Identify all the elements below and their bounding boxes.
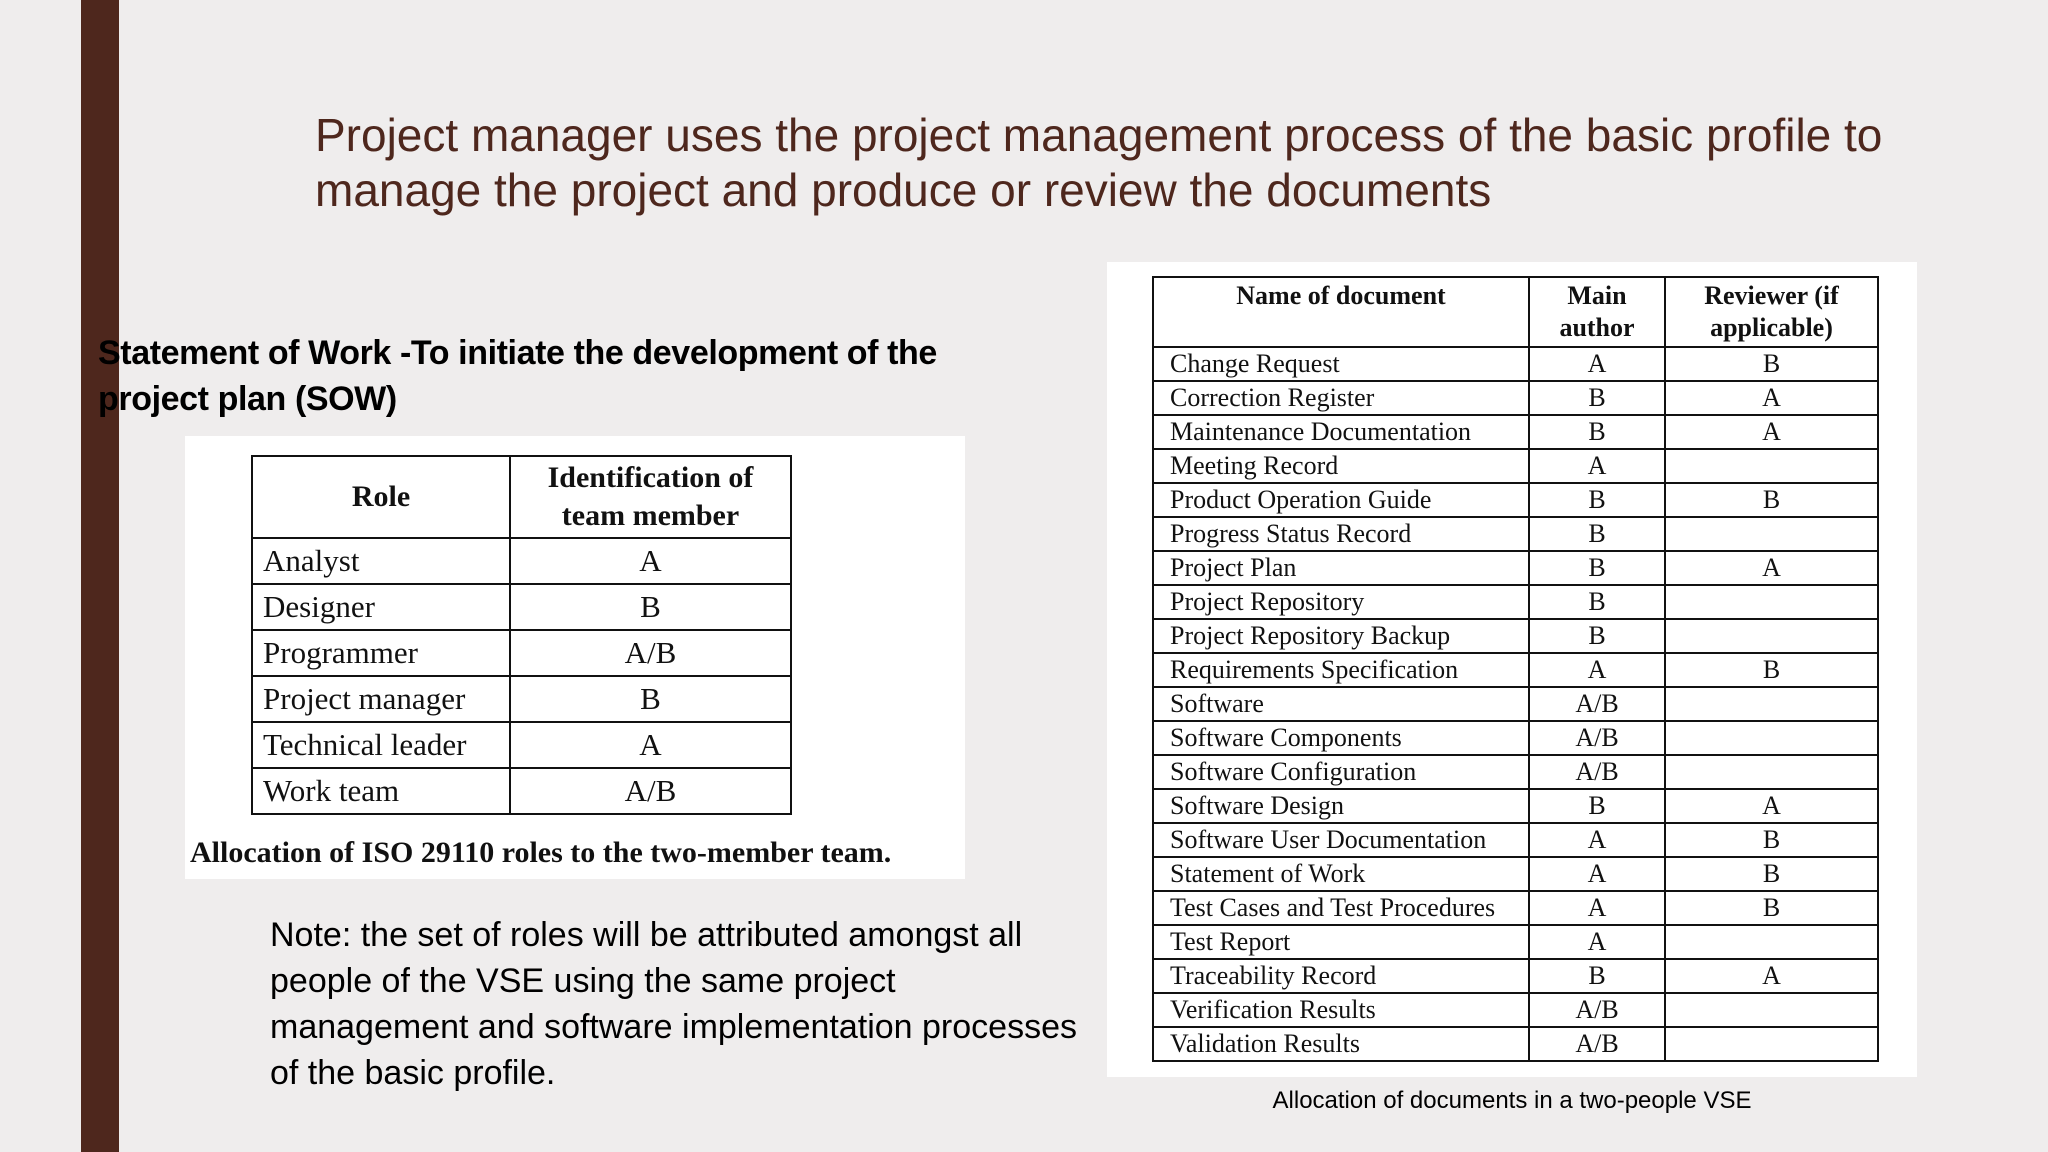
document-name-cell: Product Operation Guide — [1153, 483, 1529, 517]
main-author-cell: A — [1529, 823, 1665, 857]
document-row — [1153, 347, 1878, 381]
main-author-cell: A — [1529, 347, 1665, 381]
member-cell: B — [510, 676, 791, 722]
document-name-cell: Statement of Work — [1153, 857, 1529, 891]
document-name-cell: Change Request — [1153, 347, 1529, 381]
document-row — [1153, 925, 1878, 959]
document-row — [1153, 551, 1878, 585]
main-author-cell: B — [1529, 483, 1665, 517]
document-row — [1153, 755, 1878, 789]
document-row — [1153, 789, 1878, 823]
member-cell: B — [510, 584, 791, 630]
roles-table — [251, 455, 792, 815]
document-name-cell: Project Plan — [1153, 551, 1529, 585]
reviewer-cell — [1665, 993, 1878, 1027]
member-cell: A — [510, 722, 791, 768]
document-name-cell: Validation Results — [1153, 1027, 1529, 1061]
sow-heading: Statement of Work -To initiate the development of the project plan (SOW) — [98, 334, 937, 418]
document-row — [1153, 619, 1878, 653]
reviewer-cell: B — [1665, 857, 1878, 891]
document-row — [1153, 1027, 1878, 1061]
document-row — [1153, 381, 1878, 415]
document-name-cell: Test Report — [1153, 925, 1529, 959]
main-author-cell: B — [1529, 959, 1665, 993]
roles-row — [252, 584, 791, 630]
document-row — [1153, 891, 1878, 925]
main-author-cell: A/B — [1529, 721, 1665, 755]
reviewer-cell — [1665, 619, 1878, 653]
documents-header-main-author: Main author — [1529, 277, 1665, 347]
document-row — [1153, 449, 1878, 483]
document-name-cell: Software Components — [1153, 721, 1529, 755]
reviewer-cell — [1665, 925, 1878, 959]
reviewer-cell: A — [1665, 789, 1878, 823]
member-cell: A — [510, 538, 791, 584]
roles-row — [252, 538, 791, 584]
role-cell: Work team — [252, 768, 510, 814]
reviewer-cell: A — [1665, 959, 1878, 993]
document-name-cell: Requirements Specification — [1153, 653, 1529, 687]
reviewer-cell — [1665, 755, 1878, 789]
document-row — [1153, 993, 1878, 1027]
document-name-cell: Progress Status Record — [1153, 517, 1529, 551]
main-author-cell: A — [1529, 925, 1665, 959]
documents-body — [1153, 347, 1878, 1061]
document-name-cell: Software Design — [1153, 789, 1529, 823]
document-name-cell: Software User Documentation — [1153, 823, 1529, 857]
reviewer-cell — [1665, 585, 1878, 619]
roles-row — [252, 630, 791, 676]
documents-header-name: Name of document — [1153, 277, 1529, 347]
reviewer-cell: B — [1665, 483, 1878, 517]
reviewer-cell: A — [1665, 381, 1878, 415]
documents-table — [1152, 276, 1879, 1062]
document-row — [1153, 721, 1878, 755]
main-author-cell: A/B — [1529, 1027, 1665, 1061]
role-cell: Analyst — [252, 538, 510, 584]
main-author-cell: B — [1529, 381, 1665, 415]
document-row — [1153, 687, 1878, 721]
documents-header-row — [1153, 277, 1878, 347]
document-name-cell: Traceability Record — [1153, 959, 1529, 993]
main-author-cell: B — [1529, 551, 1665, 585]
role-cell: Designer — [252, 584, 510, 630]
reviewer-cell: A — [1665, 551, 1878, 585]
main-author-cell: B — [1529, 415, 1665, 449]
main-author-cell: A/B — [1529, 687, 1665, 721]
main-author-cell: A — [1529, 857, 1665, 891]
document-name-cell: Software — [1153, 687, 1529, 721]
reviewer-cell — [1665, 449, 1878, 483]
document-row — [1153, 517, 1878, 551]
main-author-cell: B — [1529, 517, 1665, 551]
member-cell: A/B — [510, 630, 791, 676]
document-row — [1153, 857, 1878, 891]
roles-row — [252, 768, 791, 814]
roles-body — [252, 538, 791, 814]
documents-caption: Allocation of documents in a two-people VSE — [1272, 1087, 1752, 1114]
documents-figure — [1107, 262, 1917, 1077]
reviewer-cell: B — [1665, 891, 1878, 925]
main-author-cell: A — [1529, 449, 1665, 483]
document-row — [1153, 415, 1878, 449]
roles-row — [252, 676, 791, 722]
document-name-cell: Maintenance Documentation — [1153, 415, 1529, 449]
roles-figure — [185, 436, 965, 879]
document-name-cell: Project Repository — [1153, 585, 1529, 619]
main-author-cell: B — [1529, 585, 1665, 619]
document-name-cell: Software Configuration — [1153, 755, 1529, 789]
accent-bar — [81, 0, 119, 1152]
document-row — [1153, 653, 1878, 687]
document-name-cell: Project Repository Backup — [1153, 619, 1529, 653]
document-row — [1153, 483, 1878, 517]
reviewer-cell: B — [1665, 823, 1878, 857]
document-name-cell: Test Cases and Test Procedures — [1153, 891, 1529, 925]
document-row — [1153, 959, 1878, 993]
roles-row — [252, 722, 791, 768]
role-cell: Project manager — [252, 676, 510, 722]
reviewer-cell — [1665, 687, 1878, 721]
role-cell: Technical leader — [252, 722, 510, 768]
document-row — [1153, 823, 1878, 857]
roles-header-row — [252, 456, 791, 538]
roles-note: Note: the set of roles will be attributed amongst all people of the VSE using the same project management and software implementation processes of the basic profile. — [270, 916, 1077, 1092]
document-name-cell: Correction Register — [1153, 381, 1529, 415]
member-cell: A/B — [510, 768, 791, 814]
slide-title: Project manager uses the project management process of the basic profile to manage the project and produce or review the documents — [315, 109, 1883, 216]
roles-header-role: Role — [252, 456, 510, 538]
reviewer-cell: A — [1665, 415, 1878, 449]
roles-header-member: Identification of team member — [510, 456, 791, 538]
reviewer-cell — [1665, 1027, 1878, 1061]
documents-header-reviewer: Reviewer (if applicable) — [1665, 277, 1878, 347]
reviewer-cell — [1665, 721, 1878, 755]
document-name-cell: Meeting Record — [1153, 449, 1529, 483]
reviewer-cell: B — [1665, 653, 1878, 687]
main-author-cell: A — [1529, 653, 1665, 687]
document-name-cell: Verification Results — [1153, 993, 1529, 1027]
main-author-cell: B — [1529, 789, 1665, 823]
main-author-cell: A — [1529, 891, 1665, 925]
roles-caption: Allocation of ISO 29110 roles to the two-member team. — [190, 836, 892, 869]
main-author-cell: B — [1529, 619, 1665, 653]
main-author-cell: A/B — [1529, 993, 1665, 1027]
document-row — [1153, 585, 1878, 619]
reviewer-cell: B — [1665, 347, 1878, 381]
role-cell: Programmer — [252, 630, 510, 676]
main-author-cell: A/B — [1529, 755, 1665, 789]
reviewer-cell — [1665, 517, 1878, 551]
